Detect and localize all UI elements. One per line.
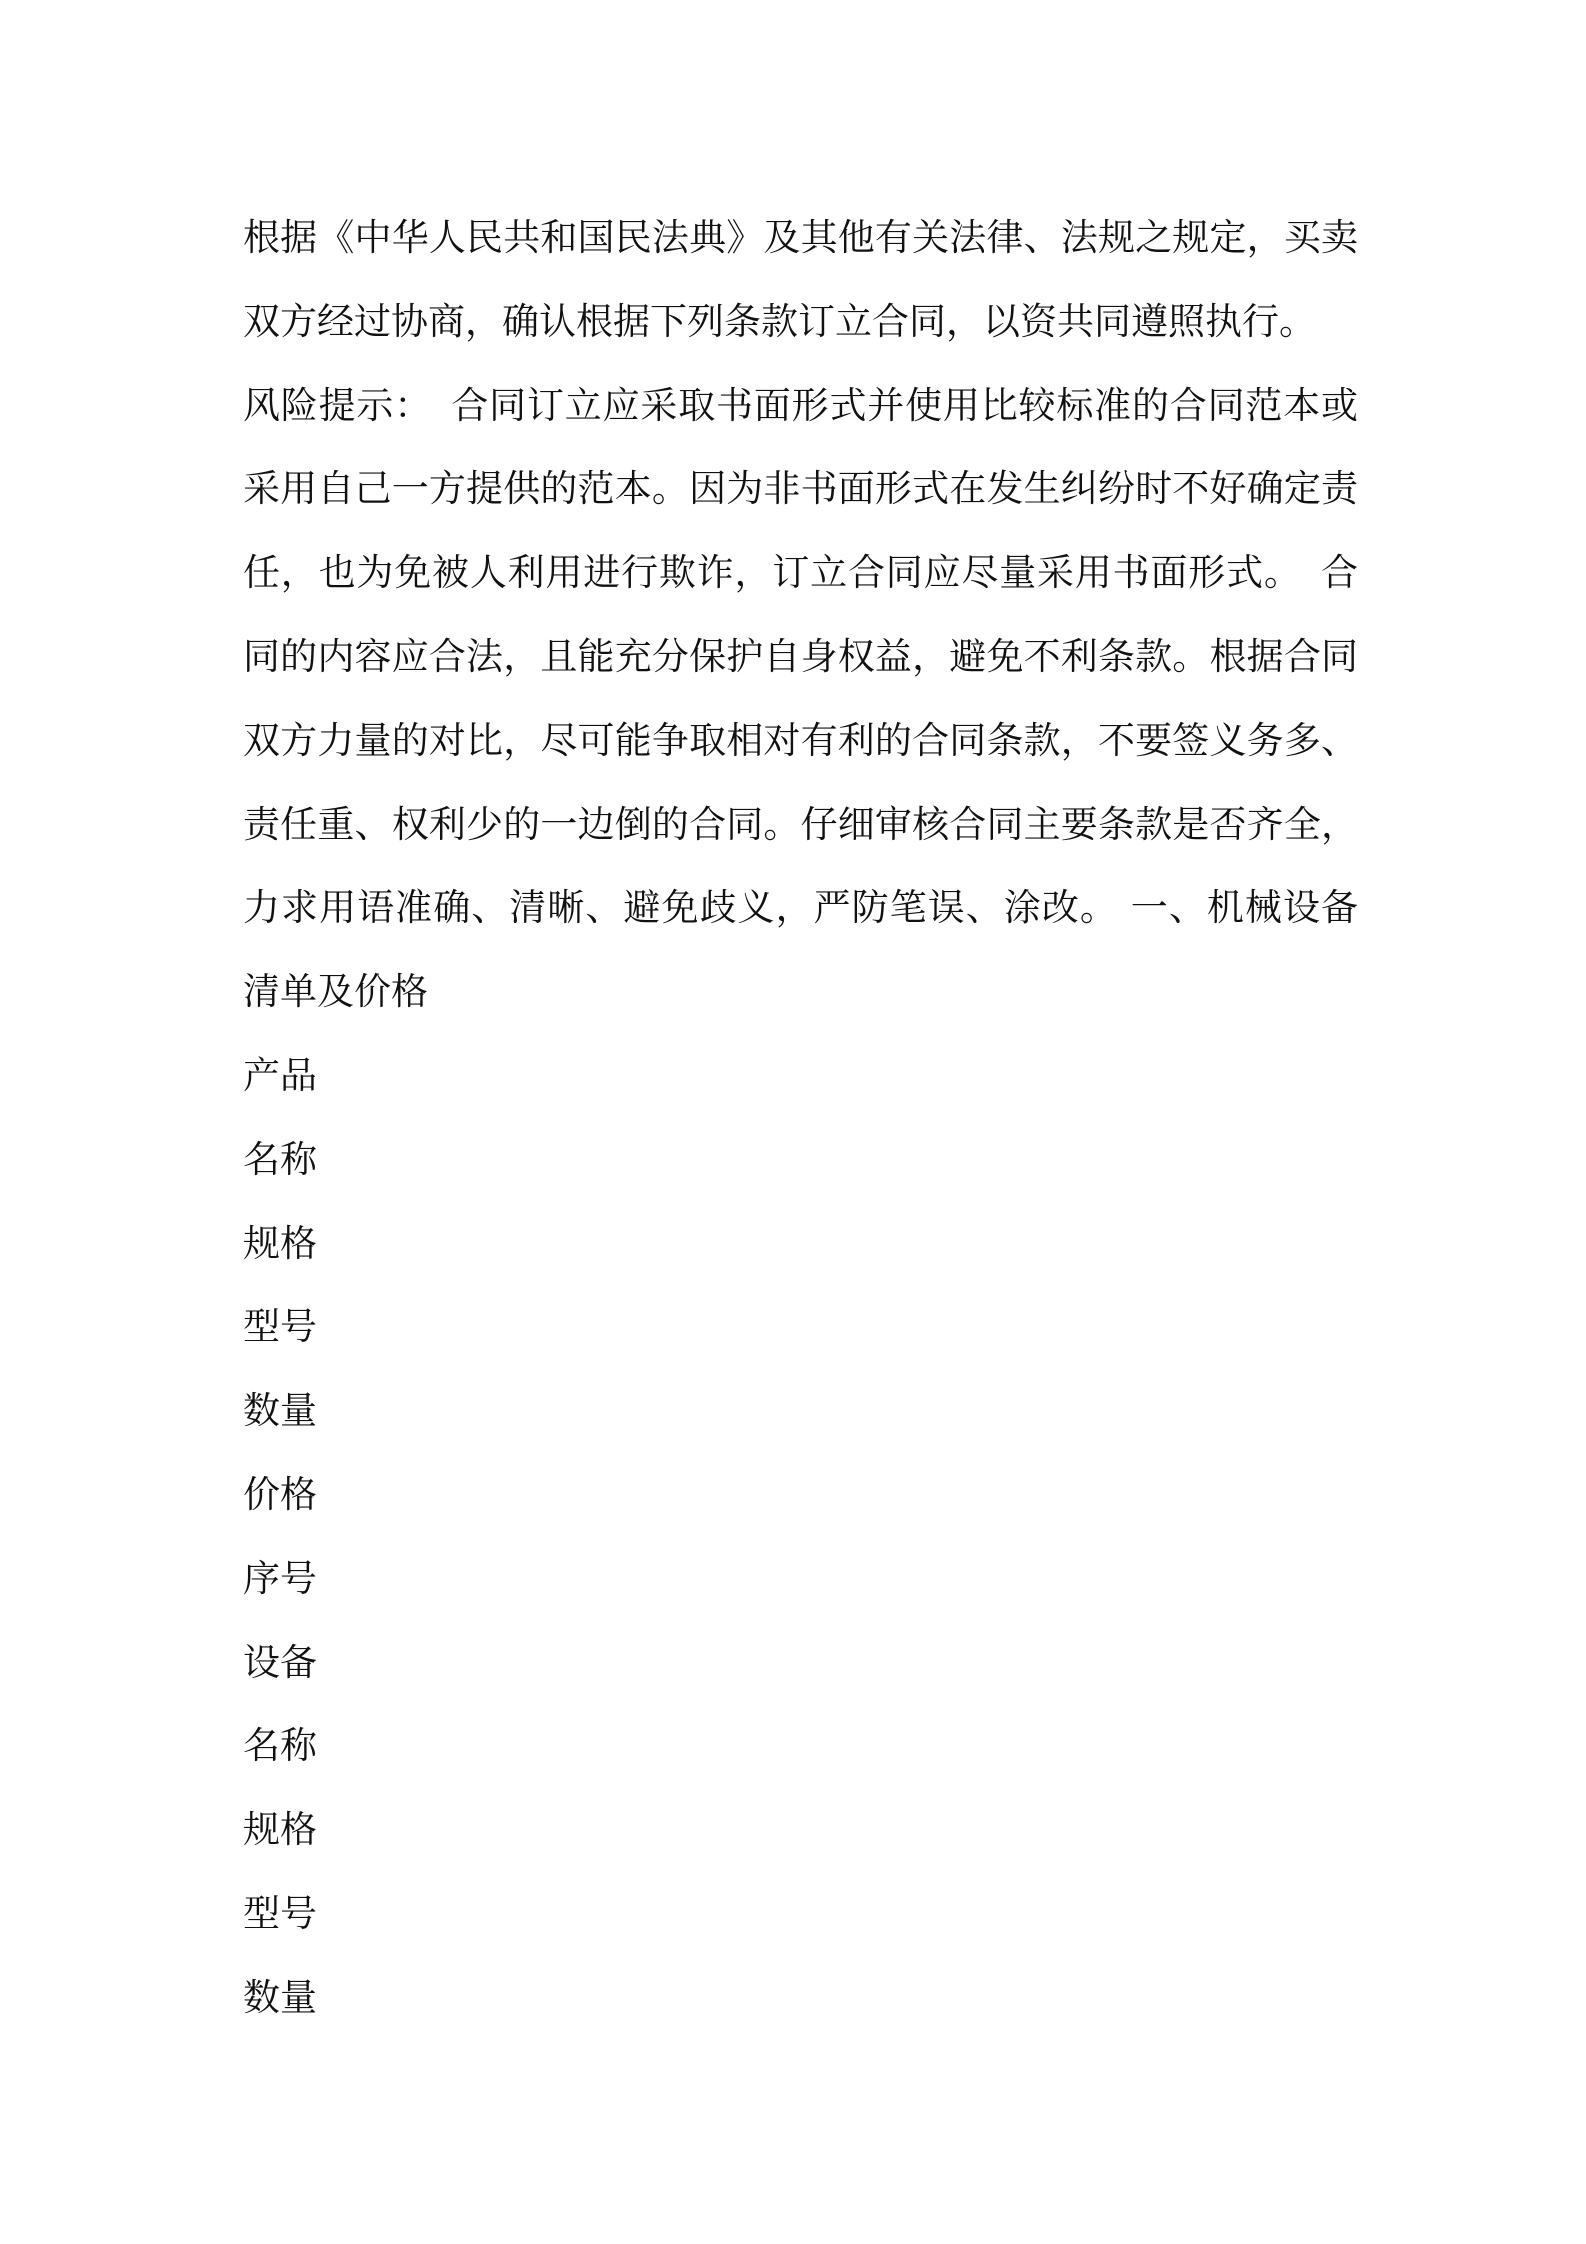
table-label: 产品 (243, 1053, 317, 1097)
table-label: 序号 (243, 1556, 317, 1600)
paragraph-line: 力求用语准确、清晰、避免歧义，严防笔误、涂改。 一、机械设备 (243, 886, 1358, 930)
table-label: 名称 (243, 1137, 317, 1181)
table-label: 规格 (243, 1808, 317, 1852)
table-label: 价格 (243, 1472, 317, 1516)
paragraph-line: 双方力量的对比，尽可能争取相对有利的合同条款，不要签义务多、 (243, 718, 1358, 762)
section-heading-tail: 清单及价格 (243, 970, 428, 1014)
table-label: 设备 (243, 1640, 317, 1684)
paragraph-line: 风险提示： 合同订立应采取书面形式并使用比较标准的合同范本或 (243, 383, 1358, 427)
table-label: 名称 (243, 1724, 317, 1768)
paragraph-line: 根据《中华人民共和国民法典》及其他有关法律、法规之规定，买卖 (243, 216, 1358, 259)
table-label: 型号 (243, 1305, 317, 1349)
paragraph-line: 双方经过协商，确认根据下列条款订立合同，以资共同遵照执行。 (243, 299, 1316, 343)
document-body (243, 196, 1358, 2040)
paragraph-line: 同的内容应合法，且能充分保护自身权益，避免不利条款。根据合同 (243, 634, 1358, 678)
table-label: 数量 (243, 1389, 317, 1433)
paragraph-line: 任，也为免被人利用进行欺诈，订立合同应尽量采用书面形式。 合 (243, 551, 1358, 595)
table-label: 数量 (243, 1975, 317, 2019)
paragraph-line: 采用自己一方提供的范本。因为非书面形式在发生纠纷时不好确定责 (243, 467, 1358, 511)
paragraph-line: 责任重、权利少的一边倒的合同。仔细审核合同主要条款是否齐全， (243, 802, 1358, 846)
table-label: 规格 (243, 1221, 317, 1265)
table-label: 型号 (243, 1891, 317, 1935)
